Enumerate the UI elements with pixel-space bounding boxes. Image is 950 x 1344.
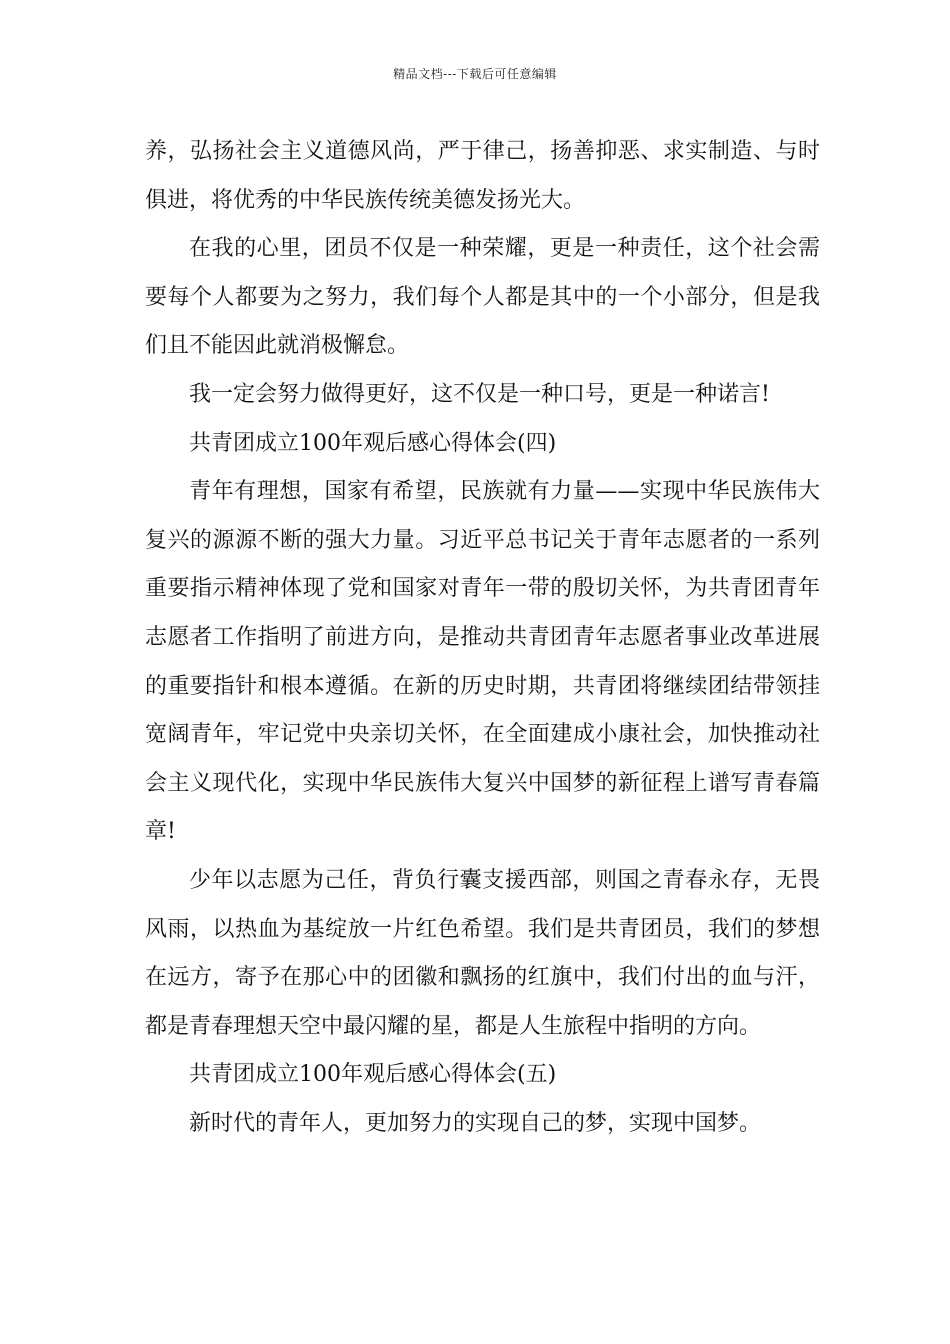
paragraph: 在我的心里，团员不仅是一种荣耀，更是一种责任，这个社会需要每个人都要为之努力，我们每个人都是其中的一个小部分，但是我们且不能因此就消极懈怠。 [145,236,820,359]
paragraph: 青年有理想，国家有希望，民族就有力量——实现中华民族伟大复兴的源源不断的强大力量。习近平总书记关于青年志愿者的一系列重要指示精神体现了党和国家对青年一带的殷切关怀，为共青团青年志愿者工作指明了前进方向，是推动共青团青年志愿者事业改革进展的重要指针和根本遵循。在新的历史时期，共青团将继续团结带领挂宽阔青年，牢记党中央亲切关怀，在全面建成小康社会，加快推动社会主义现代化，实现中华民族伟大复兴中国梦的新征程上谱写青春篇章! [145,479,820,845]
page-header: 精品文档---下载后可任意编辑 [393,67,557,81]
paragraph-continued: 养，弘扬社会主义道德风尚，严于律己，扬善抑恶、求实制造、与时俱进，将优秀的中华民族传统美德发扬光大。 [145,139,820,213]
paragraph: 新时代的青年人，更加努力的实现自己的梦，实现中国梦。 [189,1110,762,1136]
section-heading: 共青团成立100年观后感心得体会(四) [189,430,557,456]
paragraph: 我一定会努力做得更好，这不仅是一种口号，更是一种诺言! [189,381,770,407]
section-heading: 共青团成立100年观后感心得体会(五) [189,1062,557,1088]
document-body [145,128,820,1148]
paragraph: 少年以志愿为己任，背负行囊支援西部，则国之青春永存，无畏风雨，以热血为基绽放一片红色希望。我们是共青团员，我们的梦想在远方，寄予在那心中的团徽和飘扬的红旗中，我们付出的血与汗，都是青春理想天空中最闪耀的星，都是人生旅程中指明的方向。 [145,867,820,1039]
